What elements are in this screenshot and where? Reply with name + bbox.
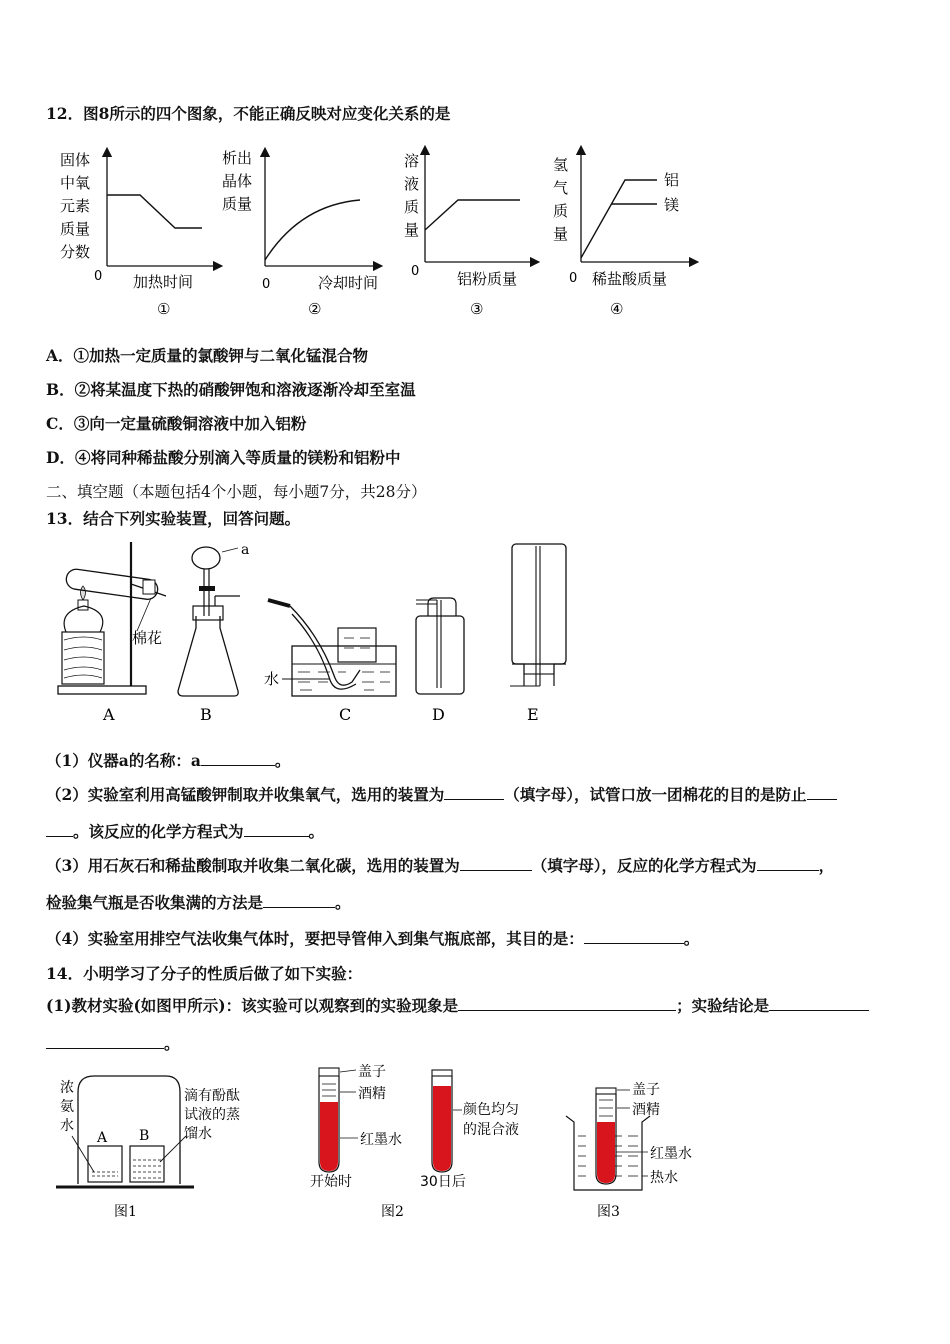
fig1-left-0: 浓: [60, 1080, 74, 1096]
fig3-label-cap: 盖子: [632, 1082, 660, 1098]
fig2-red-mix: [433, 1086, 451, 1171]
label-cotton: 棉花: [132, 629, 163, 647]
graph-3: [404, 150, 535, 318]
fig2-mixed-1: 的混合液: [463, 1122, 519, 1138]
graph-4-xlabel: 稀盐酸质量: [592, 270, 668, 288]
graph-4-ylabel-3: 量: [553, 225, 569, 243]
apparatus-e-label: E: [527, 705, 539, 724]
q13-part2b-end: 。: [308, 822, 325, 841]
graph-3-ylabel-1: 液: [404, 175, 420, 193]
apparatus-a: [58, 542, 166, 724]
apparatus-d-label: D: [432, 705, 445, 724]
apparatus-b: [178, 542, 249, 724]
q13-stem: 13．结合下列实验装置，回答问题。: [46, 509, 301, 528]
q13-part2: [46, 783, 837, 805]
fig3-label-alcohol: 酒精: [632, 1102, 660, 1118]
q13-part3-blank-1[interactable]: [757, 856, 819, 871]
graph-4-legend-mg: 镁: [664, 196, 680, 214]
q13-part3-blank-2[interactable]: [263, 893, 335, 908]
q13-part3b-text: 检验集气瓶是否收集满的方法是: [46, 893, 264, 912]
q12-option-a: A．①加热一定质量的氯酸钾与二氧化锰混合物: [46, 346, 369, 365]
q13-part3: [46, 854, 834, 876]
q13-part3-end: ，: [818, 856, 835, 875]
q14-stem: 14．小明学习了分子的性质后做了如下实验：: [46, 964, 363, 983]
q14-part1-blank-1[interactable]: [769, 996, 869, 1011]
q14-figures: [0, 1062, 950, 1232]
graph-2-ylabel-1: 晶体: [222, 172, 253, 190]
fig1-right-0: 滴有酚酞: [184, 1088, 240, 1104]
q13-apparatus: [0, 536, 950, 736]
graph-2-origin: 0: [262, 277, 271, 292]
label-water: 水: [264, 670, 280, 688]
q12-option-d: D．④将同种稀盐酸分别滴入等质量的镁粉和铝粉中: [46, 448, 401, 467]
q14-part1-blank-0[interactable]: [458, 996, 676, 1011]
q13-part2-blank-2[interactable]: [46, 822, 73, 837]
graph-1-ylabel-0: 固体: [60, 151, 91, 169]
graph-3-xlabel: 铝粉质量: [457, 270, 518, 288]
graph-3-ylabel-2: 质: [404, 198, 420, 216]
q12-stem: 12．图8所示的四个图象，不能正确反映对应变化关系的是: [46, 104, 451, 123]
q13-part3-text-0: （3）用石灰石和稀盐酸制取并收集二氧化碳，选用的装置为: [46, 856, 460, 875]
fig2-caption: 图2: [381, 1204, 404, 1220]
fig3-caption: 图3: [597, 1204, 620, 1220]
graph-4-ylabel-0: 氢: [553, 156, 569, 174]
graph-2: [222, 149, 378, 318]
graph-1-index: ①: [157, 300, 171, 318]
q13-part2-blank-0[interactable]: [444, 785, 504, 800]
q13-part2-text-0: （2）实验室利用高锰酸钾制取并收集氧气，选用的装置为: [46, 785, 445, 804]
graph-4-ylabel-2: 质: [553, 202, 569, 220]
q13-part3b-end: 。: [335, 893, 351, 912]
q13-part1-text: （1）仪器a的名称：a: [46, 751, 201, 770]
q14-part1-blank-2[interactable]: [46, 1034, 164, 1049]
graph-2-xlabel: 冷却时间: [318, 274, 379, 292]
graph-4-curve-al: [581, 180, 657, 258]
q14-part1-text-1: ；实验结论是: [676, 996, 770, 1015]
q14-part1: [46, 994, 869, 1016]
q13-part4-text: （4）实验室用排空气法收集气体时，要把导管伸入到集气瓶底部，其目的是：: [46, 929, 584, 948]
graph-2-ylabel-2: 质量: [222, 195, 253, 213]
graph-3-origin: 0: [411, 264, 420, 279]
q14-part1b: [46, 1032, 180, 1054]
label-a: a: [241, 542, 250, 558]
graph-3-ylabel-0: 溶: [404, 152, 420, 170]
section-2-heading: 二、填空题（本题包括4个小题，每小题7分，共28分）: [46, 483, 427, 501]
fig1-label-a: A: [97, 1130, 108, 1146]
graph-3-index: ③: [470, 300, 484, 318]
graph-4-index: ④: [610, 300, 624, 318]
graph-1-ylabel-4: 分数: [60, 243, 91, 261]
apparatus-c-label: C: [339, 705, 352, 724]
fig2-label-red-ink: 红墨水: [360, 1132, 402, 1148]
graph-4: [553, 150, 694, 318]
q13-part3b: [46, 891, 351, 913]
q13-part1: [46, 749, 290, 771]
graph-4-legend-al: 铝: [664, 171, 680, 189]
q12-option-b: B．②将某温度下热的硝酸钾饱和溶液逐渐冷却至室温: [46, 380, 416, 399]
fig3-label-red-ink: 红墨水: [650, 1146, 692, 1162]
fig2-label-alcohol: 酒精: [358, 1086, 386, 1102]
graph-4-ylabel-1: 气: [553, 179, 569, 197]
graph-1-origin: 0: [94, 269, 103, 284]
graph-3-ylabel-3: 量: [404, 221, 420, 239]
q12-option-c: C．③向一定量硫酸铜溶液中加入铝粉: [46, 414, 307, 433]
figure-1: [56, 1076, 240, 1220]
q13-part4: [46, 927, 699, 949]
q13-part2-text-1: （填字母），试管口放一团棉花的目的是防止: [504, 785, 807, 804]
fig3-red-ink: [597, 1122, 615, 1183]
graph-1: [60, 151, 218, 318]
apparatus-c: [264, 600, 396, 724]
graph-1-ylabel-1: 中氧: [60, 174, 91, 192]
graph-1-ylabel-3: 质量: [60, 220, 91, 238]
q14-part1b-end: 。: [164, 1034, 180, 1053]
q12-graphs: [0, 140, 950, 360]
fig1-caption: 图1: [114, 1204, 137, 1220]
q13-part2-blank-1[interactable]: [807, 785, 837, 800]
figure-2: [310, 1064, 519, 1220]
fig2-red-ink-start: [320, 1102, 338, 1171]
apparatus-e: [510, 544, 566, 724]
fig2-label-cap: 盖子: [358, 1064, 386, 1080]
q13-part1-end: 。: [274, 751, 291, 770]
fig2-start: 开始时: [310, 1174, 352, 1190]
fig1-right-1: 试液的蒸: [184, 1107, 240, 1123]
fig2-mixed-0: 颜色均匀: [463, 1102, 519, 1118]
apparatus-d: [416, 598, 464, 724]
graph-1-xlabel: 加热时间: [133, 273, 194, 291]
graph-3-curve: [425, 200, 520, 230]
q13-part4-end: 。: [683, 929, 700, 948]
q13-part1-blank[interactable]: [201, 751, 275, 766]
fig3-label-hot-water: 热水: [650, 1170, 678, 1186]
fig1-left-1: 氨: [60, 1099, 74, 1115]
graph-2-curve: [265, 200, 360, 260]
q13-part3-blank-0[interactable]: [460, 856, 532, 871]
apparatus-a-label: A: [103, 705, 115, 724]
fig1-left-2: 水: [60, 1118, 74, 1134]
graph-1-ylabel-2: 元素: [60, 197, 91, 215]
apparatus-b-label: B: [200, 705, 212, 724]
q13-part2b: [46, 820, 324, 842]
q13-part3-text-1: （填字母），反应的化学方程式为: [531, 856, 757, 875]
graph-4-origin: 0: [569, 271, 578, 286]
graph-2-ylabel-0: 析出: [222, 149, 253, 167]
fig2-after: 30日后: [420, 1174, 466, 1190]
fig1-right-2: 馏水: [184, 1126, 212, 1142]
q14-part1-text-0: (1)教材实验(如图甲所示)：该实验可以观察到的实验现象是: [46, 996, 459, 1015]
fig1-label-b: B: [139, 1128, 150, 1144]
graph-2-index: ②: [308, 300, 322, 318]
q13-part4-blank[interactable]: [584, 929, 684, 944]
q13-part2-blank-3[interactable]: [244, 822, 309, 837]
q13-part2b-text: 。该反应的化学方程式为: [73, 822, 244, 841]
graph-1-curve: [107, 195, 202, 228]
figure-3: [566, 1082, 692, 1220]
